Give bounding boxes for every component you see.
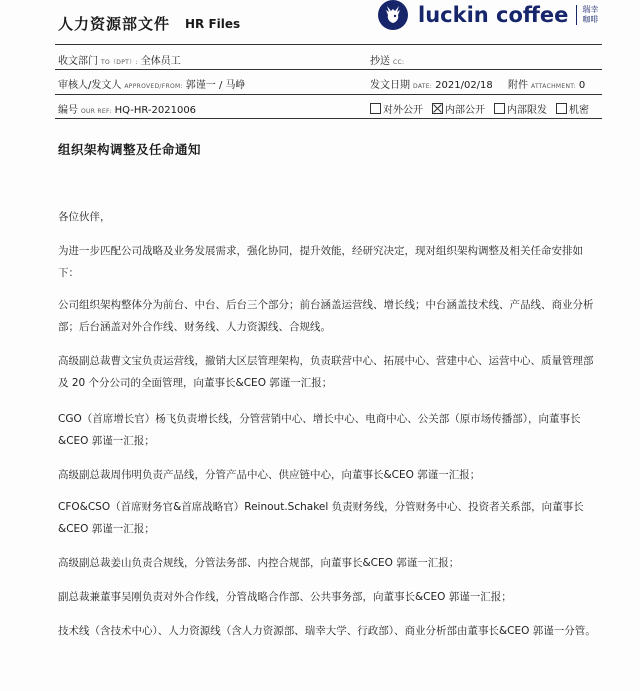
checkbox-checked-icon [432, 103, 443, 114]
checkbox-icon [556, 103, 567, 114]
date-row [370, 76, 493, 91]
date-value: 2021/02/18 [435, 80, 493, 91]
ref-row [58, 101, 196, 116]
approved-small-label: APPROVED/FROM: [124, 83, 183, 90]
attachment-value: 0 [578, 80, 586, 91]
scope-option[interactable] [494, 105, 547, 116]
paragraph-2: 公司组织架构整体分为前台、中台、后台三个部分；前台涵盖运营线、增长线；中台涵盖技术线、产品线、商业分析部；后台涵盖对外合作线、财务线、人力资源线、合规线。 [58, 299, 594, 333]
cc-row [370, 52, 407, 67]
paragraph-5: 高级副总裁周伟明负责产品线，分管产品中心、供应链中心，向董事长&CEO 郭谨一汇报； [58, 469, 481, 481]
divider-line [55, 69, 602, 70]
approved-label: 审核人/发文人 [58, 80, 122, 91]
scope-option-label: 内部限发 [507, 105, 547, 116]
checkbox-icon [370, 103, 381, 114]
scope-option[interactable] [370, 105, 423, 116]
document-title: 组织架构调整及任命通知 [58, 142, 202, 157]
scope-checkboxes [370, 101, 598, 116]
paragraph-3: 高级副总裁曹文宝负责运营线，撤销大区层管理架构，负责联营中心、拓展中心、营建中心、运营中心、质量管理部及 20 个分公司的全面管理，向董事长&CEO 郭谨一汇报； [58, 355, 594, 389]
greeting: 各位伙伴， [58, 211, 111, 223]
attachment-label: 附件 [508, 80, 528, 91]
to-row [58, 52, 181, 67]
cc-label: 抄送 [370, 56, 390, 67]
cc-small-label: CC: [393, 59, 405, 66]
header-title-en: HR Files [185, 17, 241, 31]
ref-value: HQ-HR-2021006 [114, 105, 197, 116]
paragraph-7: 高级副总裁姜山负责合规线，分管法务部、内控合规部，向董事长&CEO 郭谨一汇报； [58, 557, 460, 569]
paragraph-1: 为进一步匹配公司战略及业务发展需求，强化协同，提升效能，经研究决定，现对组织架构调整及相关任命安排如下： [58, 245, 583, 279]
header-title-cn: 人力资源部文件 [58, 15, 171, 33]
checkbox-icon [494, 103, 505, 114]
ref-label: 编号 [58, 105, 78, 116]
scope-option[interactable] [556, 105, 589, 116]
logo-cn-text: 瑞幸咖啡 [576, 5, 602, 25]
logo-text: luckin coffee [418, 3, 569, 27]
approved-value: 郭谨一 / 马峥 [185, 80, 246, 91]
scope-option-label: 对外公开 [383, 105, 423, 116]
ref-small-label: OUR REF: [81, 108, 112, 115]
luckin-logo [378, 0, 602, 30]
paragraph-4: CGO（首席增长官）杨飞负责增长线，分管营销中心、增长中心、电商中心、公关部（原市场传播部），向董事长&CEO 郭谨一汇报； [58, 413, 581, 447]
divider-line [55, 94, 602, 95]
to-label: 收文部门 [58, 56, 98, 67]
paragraph-6: CFO&CSO（首席财务官&首席战略官）Reinout.Schakel 负责财务线，分管财务中心、投资者关系部，向董事长&CEO 郭谨一汇报； [58, 501, 584, 535]
scope-option-label: 机密 [569, 105, 589, 116]
divider-line [55, 118, 602, 119]
approved-row [58, 76, 246, 91]
attachment-small-label: ATTACHMENT: [531, 83, 576, 90]
deer-logo-icon [378, 0, 408, 30]
to-value: 全体员工 [140, 56, 181, 67]
scope-option-label: 内部公开 [445, 105, 485, 116]
to-small-label: TO（DPT）: [101, 59, 138, 66]
date-label: 发文日期 [370, 80, 410, 91]
attachment-row [508, 76, 585, 91]
paragraph-8: 副总裁兼董事吴刚负责对外合作线，分管战略合作部、公共事务部，向董事长&CEO 郭谨一汇报； [58, 591, 512, 603]
date-small-label: DATE: [413, 83, 433, 90]
divider-line [55, 44, 602, 45]
paragraph-9: 技术线（含技术中心）、人力资源线（含人力资源部、瑞幸大学、行政部）、商业分析部由董事长&CEO 郭谨一分管。 [58, 625, 596, 637]
document-header [0, 0, 640, 44]
scope-option[interactable] [432, 105, 485, 116]
